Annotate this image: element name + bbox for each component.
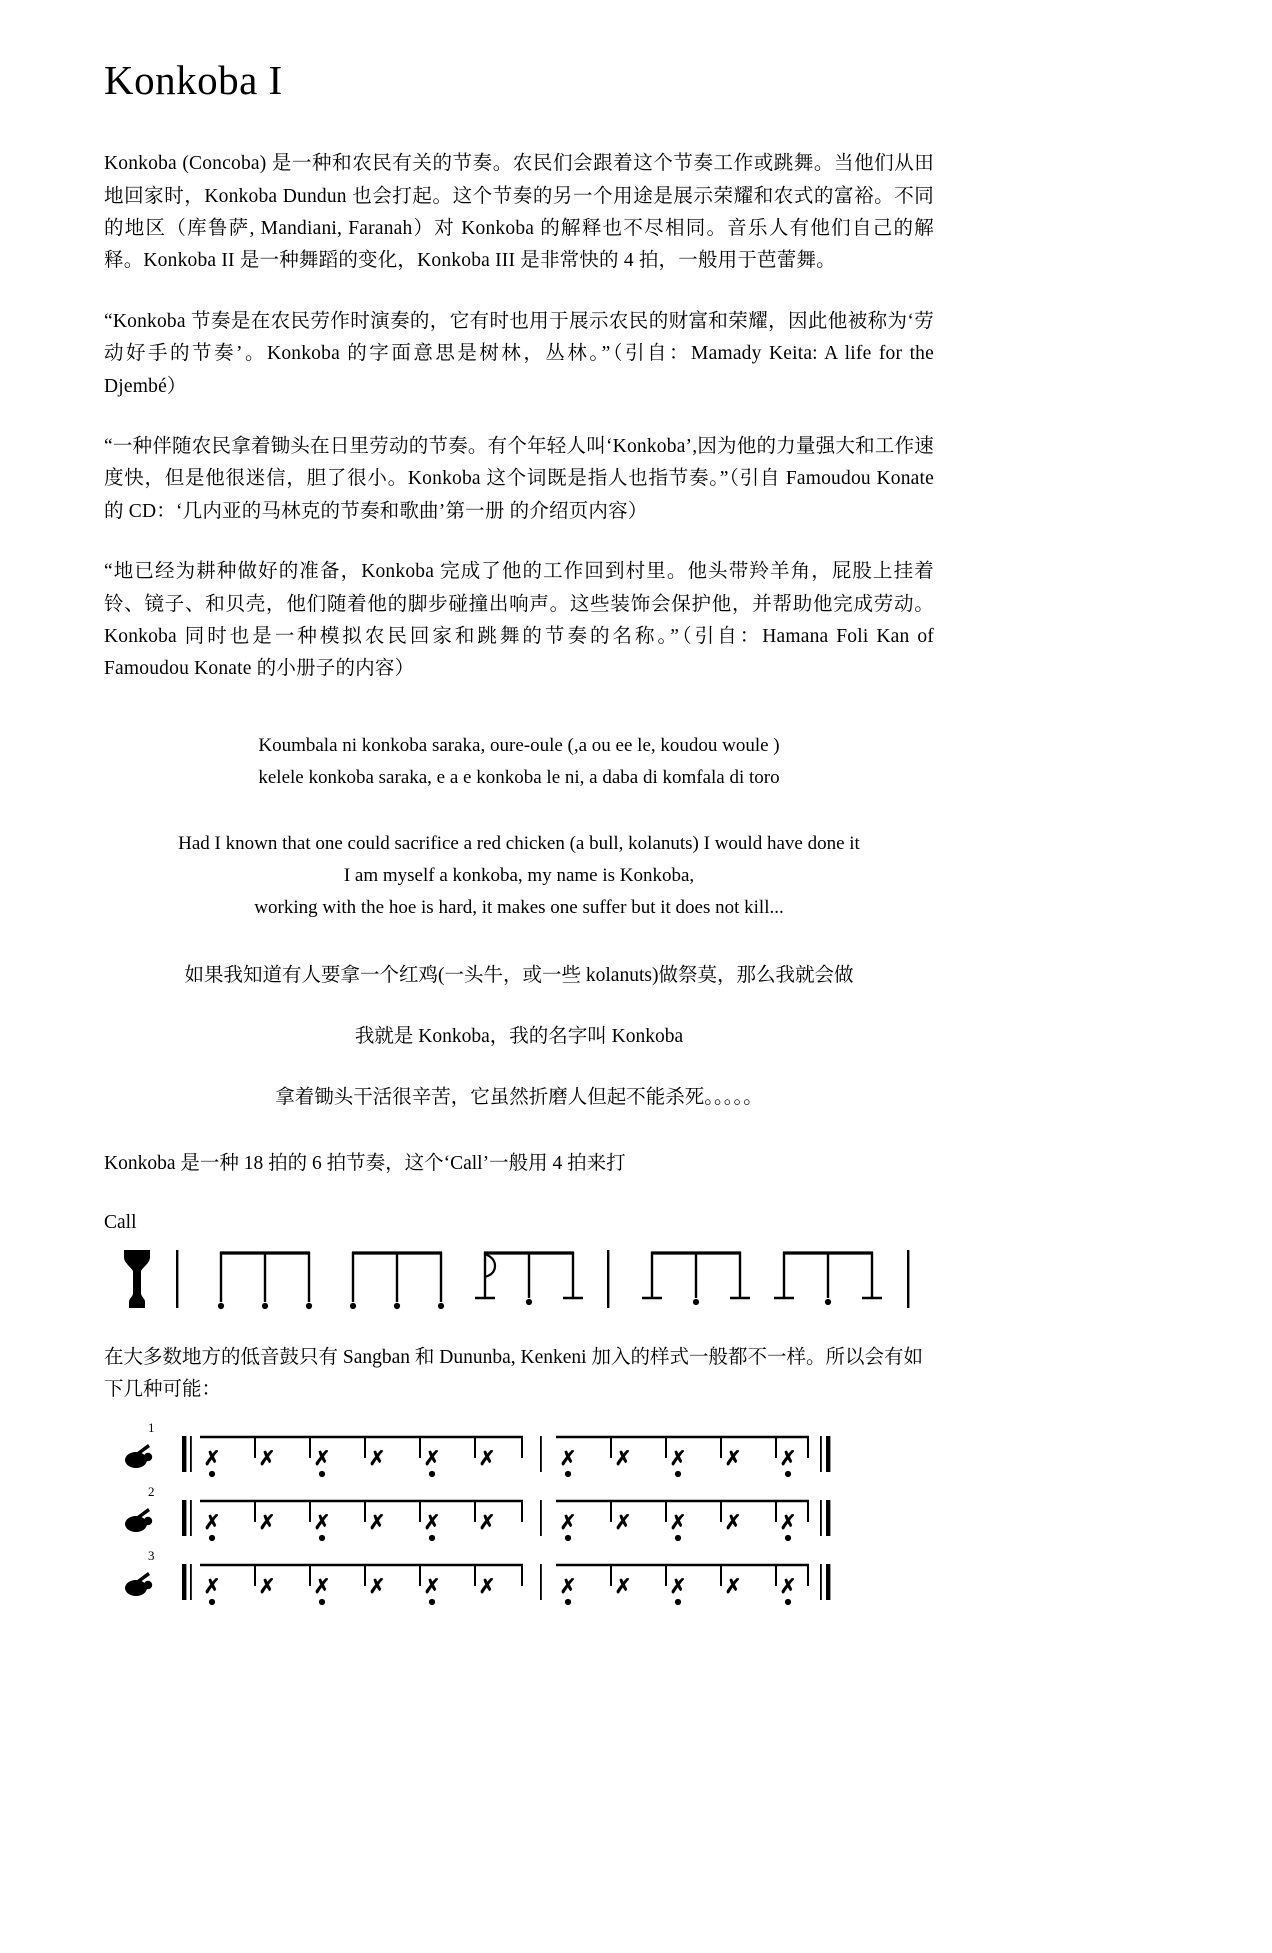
beam-group (200, 1437, 523, 1458)
svg-text:✗: ✗ (313, 1447, 331, 1470)
dunun-stave-svg-1 (104, 1420, 934, 1484)
repeat-barline-thin (820, 1564, 822, 1600)
call-notation-stave (104, 1242, 934, 1316)
repeat-barline-thick (826, 1436, 830, 1472)
barline (907, 1250, 909, 1308)
paragraph-quote-mamady: “Konkoba 节奏是在农民劳作时演奏的，它有时也用于展示农民的财富和荣耀，因此他被称为‘劳动好手的节奏’。Konkoba 的字面意思是树林，丛林。”（引自：Mamady Keita: A life for the Djembé） (104, 310, 934, 397)
note-dot (218, 1303, 312, 1309)
dunun-description: 在大多数地方的低音鼓只有 Sangban 和 Dununba, Kenkeni 加入的样式一般都不一样。所以会有如下几种可能： (104, 1346, 923, 1400)
svg-text:✗: ✗ (614, 1511, 632, 1534)
dunun-pattern-row (104, 1420, 934, 1484)
paragraph-quote-famoudou: “一种伴随农民拿着锄头在日里劳动的节奏。有个年轻人叫‘Konkoba’,因为他的力量强大和工作速度快，但是他很迷信，胆了很小。Konkoba 这个词既是指人也指节奏。”（引自 Famoudou Konate 的 CD：‘几内亚的马林克的节奏和歌曲’第一册 的介绍页内容） (104, 435, 934, 522)
note-dot (693, 1299, 699, 1305)
svg-text:✗: ✗ (203, 1575, 221, 1598)
svg-text:✗: ✗ (724, 1447, 742, 1470)
svg-text:✗: ✗ (478, 1447, 496, 1470)
repeat-barline-thin (190, 1500, 192, 1536)
svg-text:✗: ✗ (478, 1575, 496, 1598)
svg-text:✗: ✗ (313, 1511, 331, 1534)
svg-text:✗: ✗ (669, 1511, 687, 1534)
note-group (774, 1252, 882, 1298)
beam-group (200, 1501, 523, 1522)
lyric-line: 如果我知道有人要拿一个红鸡(一头牛，或一些 kolanuts)做祭莫，那么我就会做 (184, 964, 854, 986)
note-dot (565, 1535, 791, 1541)
note-x-head (560, 1576, 797, 1598)
repeat-barline-thick (182, 1564, 186, 1600)
svg-text:✗: ✗ (313, 1575, 331, 1598)
lyric-line: working with the hoe is hard, it makes one suffer but it does not kill... (254, 896, 784, 918)
barline (540, 1436, 542, 1472)
note-x-head (560, 1448, 797, 1470)
repeat-barline-thin (820, 1436, 822, 1472)
svg-text:✗: ✗ (724, 1575, 742, 1598)
svg-text:✗: ✗ (478, 1511, 496, 1534)
note-group (352, 1252, 442, 1302)
svg-text:✗: ✗ (368, 1511, 386, 1534)
svg-text:✗: ✗ (614, 1447, 632, 1470)
pattern-number: 2 (148, 1483, 155, 1499)
note-dot (209, 1471, 435, 1477)
page-content (104, 0, 934, 1612)
svg-text:✗: ✗ (258, 1511, 276, 1534)
svg-text:✗: ✗ (423, 1575, 441, 1598)
svg-text:✗: ✗ (258, 1575, 276, 1598)
note-dot (209, 1599, 435, 1605)
lyric-line: 我就是 Konkoba，我的名字叫 Konkoba (354, 1025, 684, 1047)
barline (540, 1500, 542, 1536)
repeat-barline-thin (190, 1436, 192, 1472)
svg-text:✗: ✗ (559, 1511, 577, 1534)
lyric-line: I am myself a konkoba, my name is Konkoba, (343, 864, 695, 886)
svg-text:✗: ✗ (423, 1447, 441, 1470)
repeat-barline-thick (182, 1500, 186, 1536)
dunun-clef-icon (125, 1508, 152, 1532)
barline (176, 1250, 178, 1308)
lyrics-chinese (104, 960, 934, 1114)
dunun-clef-icon (125, 1572, 152, 1596)
note-group (220, 1252, 310, 1302)
lyric-line: kelele konkoba saraka, e a e konkoba le ni, a daba di komfala di toro (258, 766, 780, 788)
note-dot (350, 1303, 444, 1309)
call-label: Call (104, 1211, 137, 1233)
svg-text:✗: ✗ (368, 1575, 386, 1598)
note-group (475, 1252, 583, 1298)
beam-group (200, 1565, 523, 1586)
repeat-barline-thick (826, 1500, 830, 1536)
lyric-line: 拿着锄头干活很辛苦，它虽然折磨人但起不能杀死。。。。。 (275, 1086, 763, 1108)
note-x-head (204, 1576, 496, 1598)
svg-text:✗: ✗ (423, 1511, 441, 1534)
paragraph-intro: Konkoba (Concoba) 是一种和农民有关的节奏。农民们会跟着这个节奏工作或跳舞。当他们从田地回家时，Konkoba Dundun 也会打起。这个节奏的另一个用途是展示荣耀和农式的富裕。不同的地区（库鲁萨, Mandiani, Faranah）对 Konkoba 的解释也不尽相同。音乐人有他们自己的解释。Konkoba II 是一种舞蹈的变化，Konkoba III 是非常快的 4 拍，一般用于芭蕾舞。 (104, 153, 934, 272)
lyric-line: Koumbala ni konkoba saraka, oure-oule (,a ou ee le, koudou woule ) (258, 734, 780, 756)
barline (607, 1250, 609, 1308)
note-dot (526, 1299, 532, 1305)
note-dot (565, 1471, 791, 1477)
svg-text:✗: ✗ (614, 1575, 632, 1598)
svg-text:✗: ✗ (669, 1447, 687, 1470)
pattern-number: 1 (148, 1419, 155, 1435)
note-x-head (204, 1448, 496, 1470)
repeat-barline-thick (182, 1436, 186, 1472)
note-group (642, 1252, 750, 1298)
dunun-stave-svg-2 (104, 1484, 934, 1548)
svg-text:✗: ✗ (779, 1447, 797, 1470)
dunun-clef-icon (125, 1444, 152, 1468)
svg-text:✗: ✗ (258, 1447, 276, 1470)
dunun-stave-svg-3 (104, 1548, 934, 1612)
svg-text:✗: ✗ (368, 1447, 386, 1470)
dunun-notation-block (104, 1420, 934, 1612)
note-dot (209, 1535, 435, 1541)
svg-text:✗: ✗ (559, 1575, 577, 1598)
call-stave-svg (104, 1242, 934, 1316)
note-dot (825, 1299, 831, 1305)
repeat-barline-thick (826, 1564, 830, 1600)
repeat-barline-thin (190, 1564, 192, 1600)
note-x-head (204, 1512, 496, 1534)
meter-description: Konkoba 是一种 18 拍的 6 拍节奏，这个‘Call’一般用 4 拍来打 (104, 1152, 626, 1174)
lyrics-english (104, 828, 934, 924)
djembe-clef-icon (124, 1250, 150, 1308)
barline (540, 1564, 542, 1600)
svg-text:✗: ✗ (203, 1511, 221, 1534)
note-dot (565, 1599, 791, 1605)
repeat-barline-thin (820, 1500, 822, 1536)
paragraph-quote-hamana: “地已经为耕种做好的准备，Konkoba 完成了他的工作回到村里。他头带羚羊角，屁股上挂着铃、镜子、和贝壳，他们随着他的脚步碰撞出响声。这些装饰会保护他，并帮助他完成劳动。Konkoba 同时也是一种模拟农民回家和跳舞的节奏的名称。”（引自：Hamana Foli Kan of Famoudou Konate 的小册子的内容） (104, 561, 934, 680)
dunun-pattern-row (104, 1548, 934, 1612)
pattern-number: 3 (148, 1547, 155, 1563)
svg-text:✗: ✗ (779, 1575, 797, 1598)
lyrics-malinke (104, 730, 934, 794)
svg-text:✗: ✗ (203, 1447, 221, 1470)
page-title: Konkoba I (104, 57, 283, 103)
note-x-head (560, 1512, 797, 1534)
svg-text:✗: ✗ (724, 1511, 742, 1534)
svg-text:✗: ✗ (559, 1447, 577, 1470)
svg-text:✗: ✗ (779, 1511, 797, 1534)
svg-text:✗: ✗ (669, 1575, 687, 1598)
dunun-pattern-row (104, 1484, 934, 1548)
lyric-line: Had I known that one could sacrifice a red chicken (a bull, kolanuts) I would have done it (178, 832, 860, 854)
